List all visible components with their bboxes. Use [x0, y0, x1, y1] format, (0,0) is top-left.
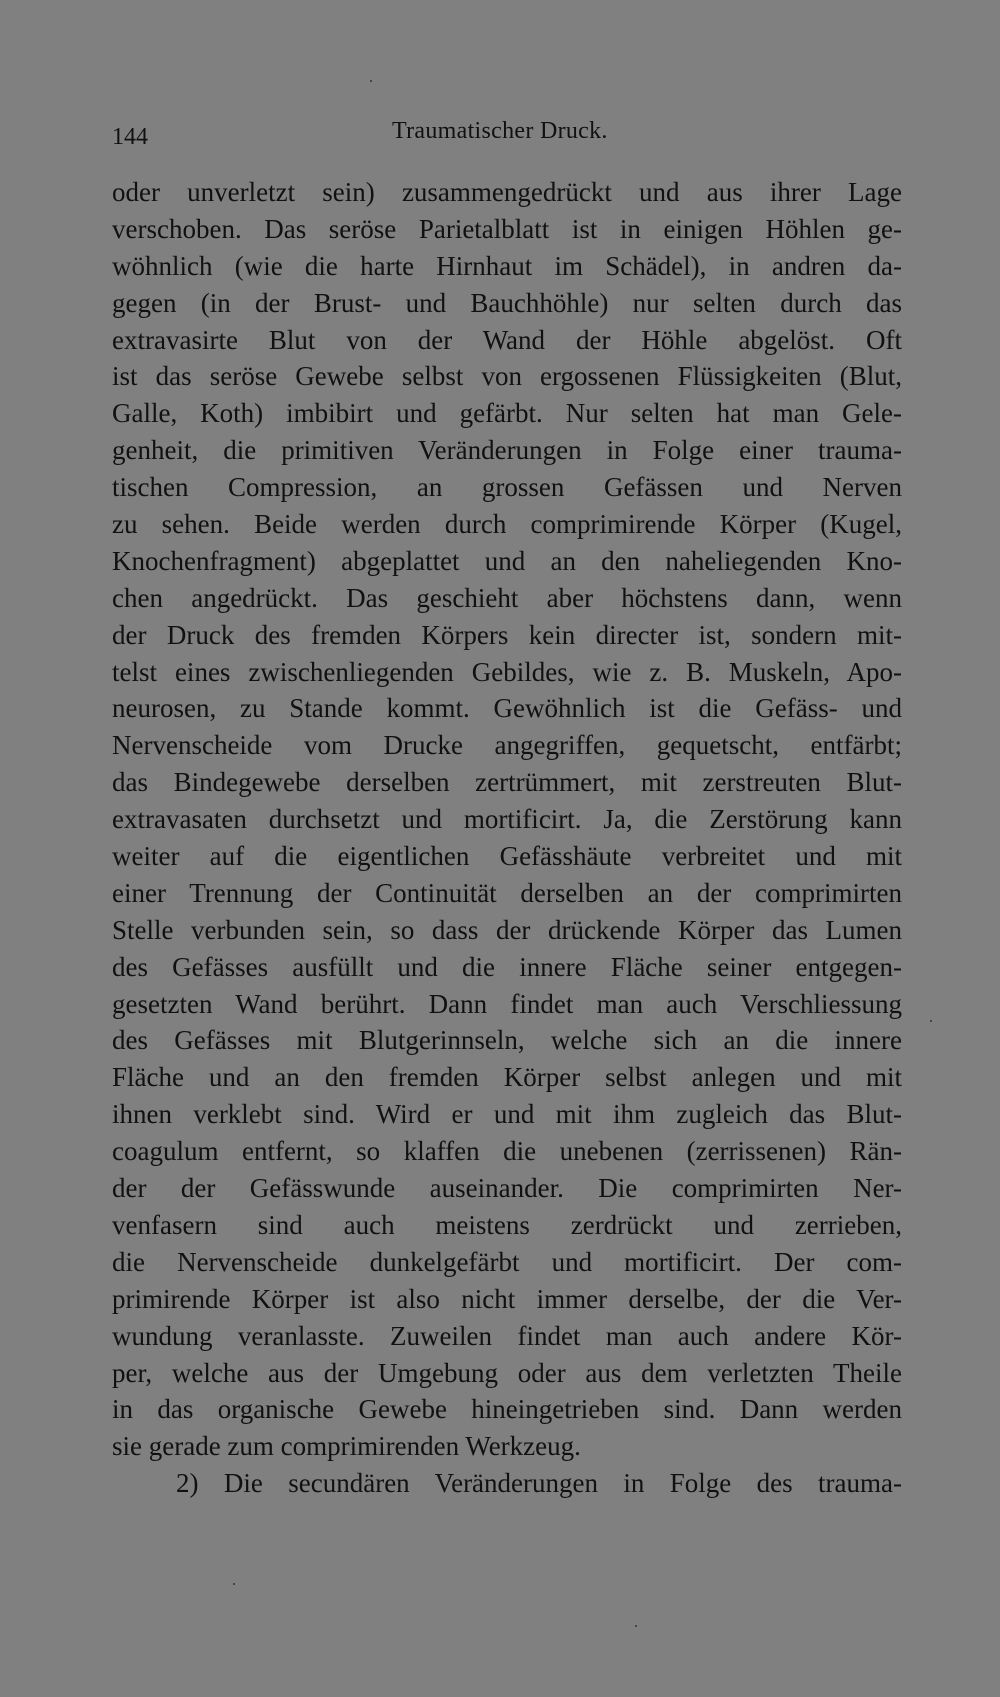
text-line: gesetzten Wand berührt. Dann findet man auch Verschliessung [112, 988, 902, 1019]
text-line: 2) Die secundären Veränderungen in Folge des trauma- [176, 1468, 902, 1499]
text-line: chen angedrückt. Das geschieht aber höchstens dann, wenn [112, 582, 902, 613]
text-line: genheit, die primitiven Veränderungen in Folge einer trauma- [112, 435, 902, 466]
text-line: in das organische Gewebe hineingetrieben sind. Dann werden [112, 1394, 902, 1425]
paper-speck [635, 1625, 637, 1627]
text-line: weiter auf die eigentlichen Gefässhäute verbreitet und mit [112, 841, 902, 872]
text-line: gegen (in der Brust- und Bauchhöhle) nur selten durch das [112, 287, 902, 318]
text-line: coagulum entfernt, so klaffen die unebenen (zerrissenen) Rän- [112, 1136, 902, 1167]
paper-speck [370, 80, 372, 82]
text-line: wundung veranlasste. Zuweilen findet man auch andere Kör- [112, 1320, 902, 1351]
text-line: extravasirte Blut von der Wand der Höhle abgelöst. Oft [112, 324, 902, 355]
text-line: das Bindegewebe derselben zertrümmert, mit zerstreuten Blut- [112, 767, 902, 798]
text-line: des Gefässes ausfüllt und die innere Fläche seiner entgegen- [112, 951, 902, 982]
paper-speck [930, 1020, 932, 1022]
text-line: zu sehen. Beide werden durch comprimirende Körper (Kugel, [112, 509, 902, 540]
text-line: verschoben. Das seröse Parietalblatt ist in einigen Höhlen ge- [112, 213, 902, 244]
text-line: Nervenscheide vom Drucke angegriffen, gequetscht, entfärbt; [112, 730, 902, 761]
text-line: per, welche aus der Umgebung oder aus dem verletzten Theile [112, 1357, 902, 1388]
text-line: sie gerade zum comprimirenden Werkzeug. [112, 1431, 581, 1462]
running-title: Traumatischer Druck. [392, 118, 608, 144]
text-line: einer Trennung der Continuität derselben an der comprimirten [112, 877, 902, 908]
page-header [112, 116, 900, 156]
text-line: venfasern sind auch meistens zerdrückt und zerrieben, [112, 1209, 902, 1240]
text-line: oder unverletzt sein) zusammengedrückt und aus ihrer Lage [112, 177, 902, 207]
text-line: wöhnlich (wie die harte Hirnhaut im Schädel), in andren da- [112, 250, 902, 281]
text-line: des Gefässes mit Blutgerinnseln, welche sich an die innere [112, 1025, 902, 1056]
text-line: Stelle verbunden sein, so dass der drückende Körper das Lumen [112, 914, 902, 945]
text-line: neurosen, zu Stande kommt. Gewöhnlich ist die Gefäss- und [112, 693, 902, 724]
text-line: die Nervenscheide dunkelgefärbt und mortificirt. Der com- [112, 1246, 902, 1277]
text-line: ihnen verklebt sind. Wird er und mit ihm zugleich das Blut- [112, 1099, 902, 1130]
text-line: ist das seröse Gewebe selbst von ergossenen Flüssigkeiten (Blut, [112, 361, 902, 392]
text-line: der der Gefässwunde auseinander. Die comprimirten Ner- [112, 1173, 902, 1204]
text-line: primirende Körper ist also nicht immer derselbe, der die Ver- [112, 1283, 902, 1314]
text-line: der Druck des fremden Körpers kein directer ist, sondern mit- [112, 619, 902, 650]
text-line: extravasaten durchsetzt und mortificirt. Ja, die Zerstörung kann [112, 804, 902, 835]
text-line: telst eines zwischenliegenden Gebildes, wie z. B. Muskeln, Apo- [112, 656, 902, 687]
text-line: tischen Compression, an grossen Gefässen und Nerven [112, 472, 902, 503]
text-line: Knochenfragment) abgeplattet und an den naheliegenden Kno- [112, 545, 902, 576]
text-line: Fläche und an den fremden Körper selbst anlegen und mit [112, 1062, 902, 1093]
page-number: 144 [112, 124, 148, 150]
paper-speck [233, 1583, 235, 1585]
text-line: Galle, Koth) imbibirt und gefärbt. Nur selten hat man Gele- [112, 398, 902, 429]
body-text [112, 174, 902, 1502]
